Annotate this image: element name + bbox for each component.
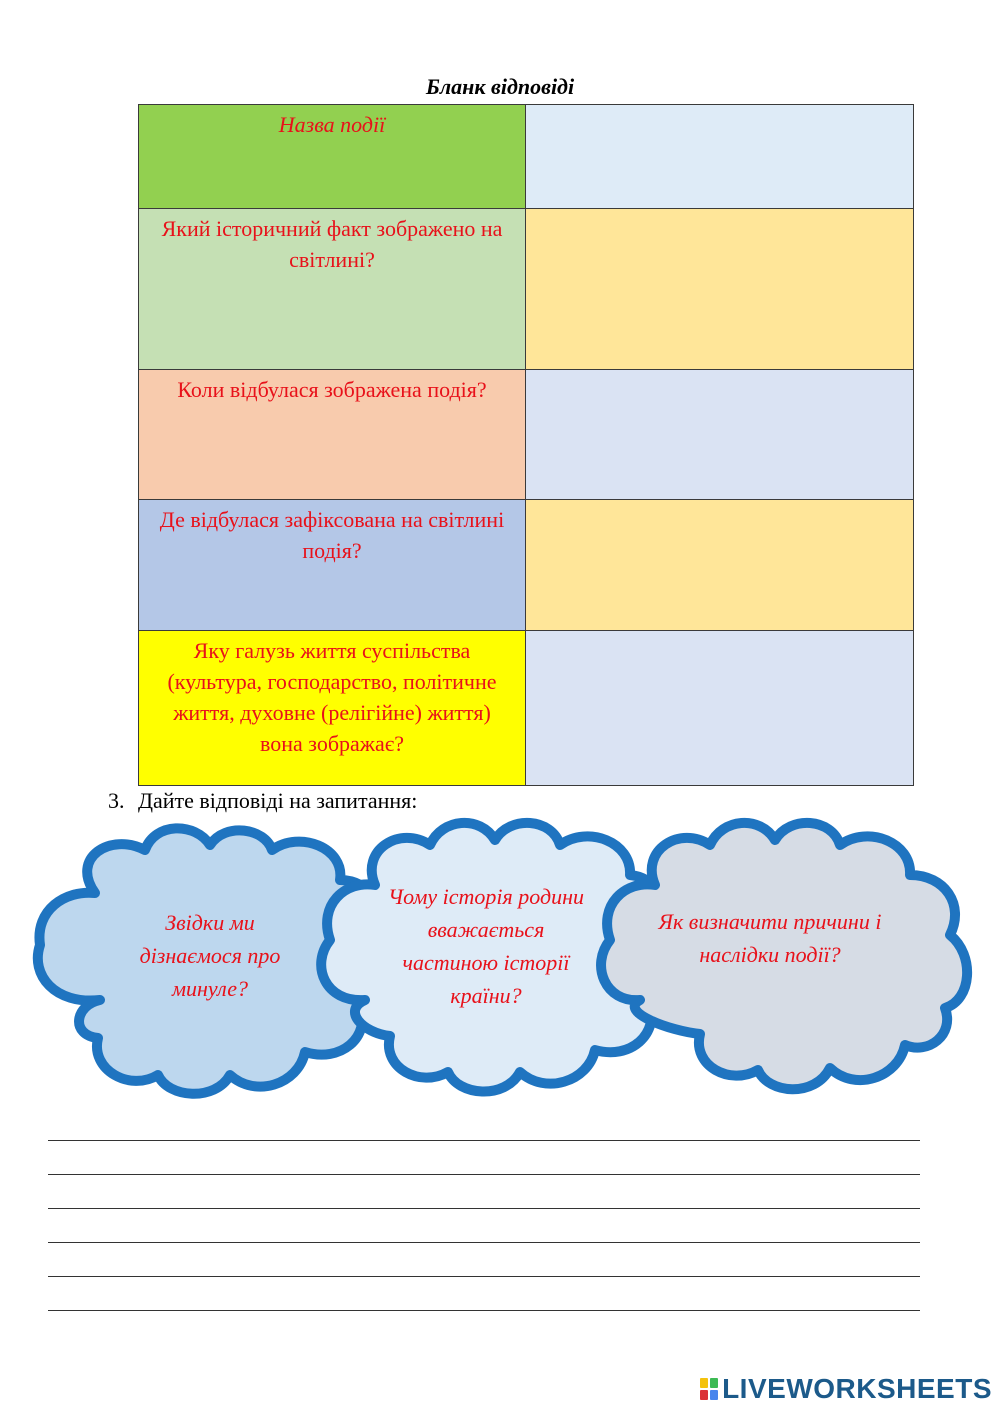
answer-line[interactable] (48, 1310, 920, 1311)
logo-text: LIVEWORKSHEETS (722, 1373, 992, 1404)
answer-line[interactable] (48, 1174, 920, 1175)
answer-line[interactable] (48, 1242, 920, 1243)
question-text: Де відбулася зафіксована на світлині подія? (159, 507, 505, 563)
cloud-2-text: Чому історія родини вважається частиною історії країни? (388, 884, 584, 1008)
question-text: Який історичний факт зображено на світлині? (161, 216, 503, 272)
answer-line[interactable] (48, 1140, 920, 1141)
answer-lines (48, 1140, 920, 1344)
question-text: Назва події (278, 112, 386, 137)
answer-line[interactable] (48, 1276, 920, 1277)
question-text: Коли відбулася зображена подія? (177, 377, 487, 402)
answer-line[interactable] (48, 1208, 920, 1209)
task-text: Дайте відповіді на запитання: (138, 788, 418, 813)
cloud-3-text: Як визначити причини і наслідки події? (658, 909, 882, 967)
question-text: Яку галузь життя суспільства (культура, господарство, політичне життя, духовне (релігійне) життя) вона зображає? (167, 638, 497, 756)
cloud-1-text: Звідки ми дізнаємося про минуле? (139, 910, 281, 1001)
page-title: Бланк відповіді (425, 74, 575, 99)
liveworksheets-logo (700, 1373, 992, 1405)
logo-icon (700, 1378, 718, 1400)
task-number: 3. (108, 788, 125, 813)
